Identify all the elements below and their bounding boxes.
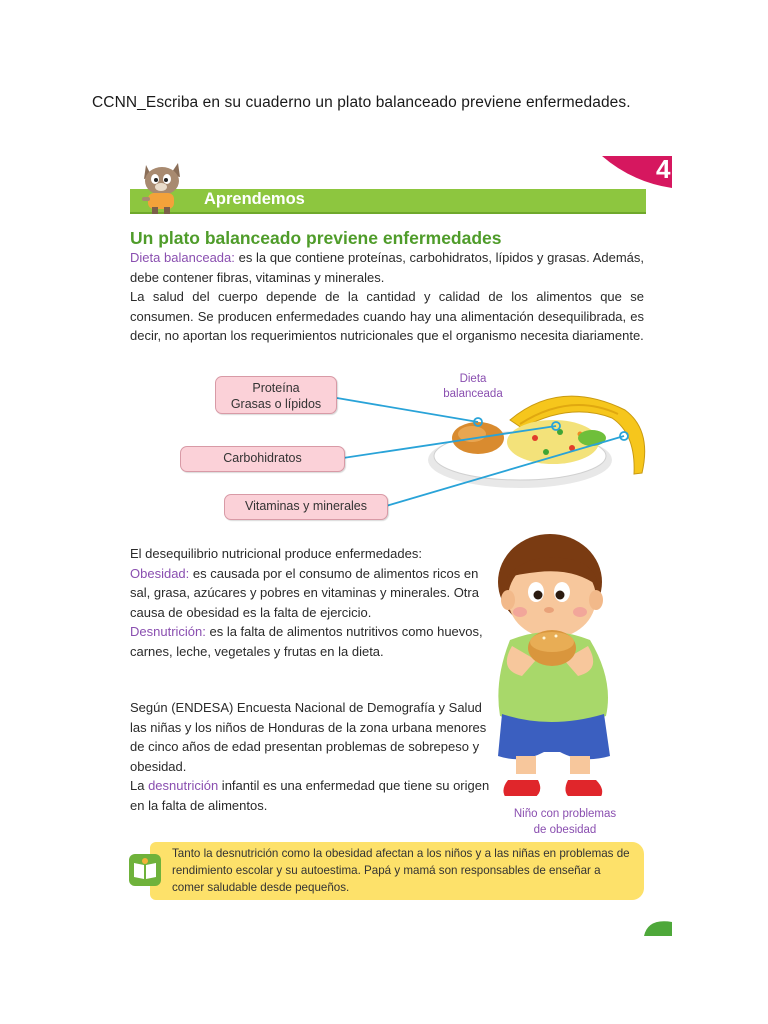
- mascot-arm: [142, 197, 150, 201]
- boy-nose: [544, 607, 554, 613]
- imbalance-section: [130, 544, 490, 662]
- burger-sesame: [555, 635, 558, 638]
- boy-right-cheek: [573, 607, 587, 617]
- malnutrition-paragraph: [130, 622, 490, 661]
- term-dieta-balanceada: Dieta balanceada:: [130, 250, 235, 265]
- imbalance-intro: El desequilibrio nutricional produce enfermedades:: [130, 546, 422, 561]
- intro-paragraph: [130, 248, 644, 346]
- book-icon-left-page: [134, 863, 144, 879]
- book-icon-right-page: [146, 863, 156, 879]
- boy-right-sock: [570, 774, 590, 780]
- page-corner-tab: [602, 156, 672, 188]
- banner-title: Aprendemos: [204, 190, 305, 208]
- corner-tab-number: 4: [656, 156, 671, 184]
- diet-label-line2: balanceada: [443, 388, 503, 400]
- boy-eating-illustration: [478, 520, 648, 810]
- instruction-text: CCNN_Escriba en su cuaderno un plato balanceado previene enfermedades.: [92, 94, 631, 111]
- childhood-malnutrition-paragraph: La desnutrición infantil es una enfermedad que tiene su origen en la falta de alimentos.: [130, 778, 490, 813]
- obesity-paragraph: [130, 564, 490, 623]
- label-protein-fats: [215, 376, 337, 414]
- boy-right-ear: [589, 590, 603, 610]
- label-carbs: Carbohidratos: [180, 446, 345, 472]
- salad: [578, 430, 606, 446]
- endesa-section: [130, 698, 490, 816]
- label-protein: Proteína: [252, 381, 300, 395]
- boy-left-ear: [501, 590, 515, 610]
- boy-right-sole: [566, 796, 602, 800]
- rice-tomato-dot: [532, 435, 538, 441]
- term-desnutricion-infantil: desnutrición: [148, 778, 219, 794]
- lesson-title: Un plato balanceado previene enfermedades: [130, 228, 502, 248]
- diet-label: [428, 372, 518, 402]
- boy-left-pupil: [534, 591, 543, 600]
- boy-left-shoe: [503, 780, 540, 798]
- cat-mascot-illustration: [134, 157, 192, 215]
- banner-underline: [130, 212, 646, 214]
- mascot-left-pupil: [154, 178, 158, 182]
- mascot-body: [148, 193, 174, 209]
- boy-left-sole: [504, 796, 538, 800]
- term-obesidad: Obesidad:: [130, 565, 190, 581]
- endesa-paragraph: Según (ENDESA) Encuesta Nacional de Demografía y Salud las niñas y los niños de Honduras de la zona urbana menores de cinco años de edad presentan problemas de sobrepeso y obesidad.: [130, 700, 487, 774]
- malnutrition-text: es la falta de alimentos nutritivos como huevos, carnes, leche, vegetales y frutas en la dieta.: [130, 624, 483, 659]
- rice-pea-dot: [543, 449, 549, 455]
- mascot-muzzle: [155, 183, 167, 191]
- boy-caption-line2: de obesidad: [533, 823, 597, 836]
- mascot-left-leg: [152, 207, 158, 214]
- boy-caption: [495, 807, 635, 838]
- mascot-right-pupil: [164, 178, 168, 182]
- burger-bun: [530, 632, 574, 652]
- page-corner-shape: [644, 921, 672, 936]
- label-vitamins: Vitaminas y minerales: [224, 494, 388, 520]
- burger-sesame: [543, 637, 546, 640]
- label-fats: Grasas o lípidos: [230, 397, 322, 411]
- page-corner-decoration: [640, 916, 680, 936]
- book-icon: [128, 853, 162, 887]
- boy-right-shoe: [565, 780, 602, 798]
- term-desnutricion: Desnutrición:: [130, 624, 206, 640]
- obesity-text: es causada por el consumo de alimentos ricos en sal, grasa, azúcares y pobres en vitaminas y minerales. Otra causa de obesidad es la falta de ejercicio.: [130, 565, 479, 620]
- boy-left-sock: [516, 774, 536, 780]
- boy-caption-line1: Niño con problemas: [513, 808, 617, 820]
- book-icon-head: [142, 858, 148, 864]
- mascot-right-leg: [164, 207, 170, 214]
- diet-label-line1: Dieta: [459, 373, 487, 385]
- boy-right-pupil: [556, 591, 565, 600]
- intro-line1: es la que contiene proteínas, carbohidratos, lípidos y grasas. Además, debe contener fibras, vitaminas y minerales.: [130, 250, 644, 285]
- intro-paragraph2: La salud del cuerpo depende de la cantidad y calidad de los alimentos que se consumen. Se producen enfermedades cuando hay una alimentación desequilibrada, es decir, no aportan los requerimientos nutricionales que el organismo necesita diariamente.: [130, 289, 644, 344]
- note-text: Tanto la desnutrición como la obesidad afectan a los niños y a las niñas en problemas de rendimiento escolar y su autoestima. Papá y mamá son responsables de enseñar a comer saludable desde pequeños.: [172, 847, 630, 894]
- boy-left-cheek: [513, 607, 527, 617]
